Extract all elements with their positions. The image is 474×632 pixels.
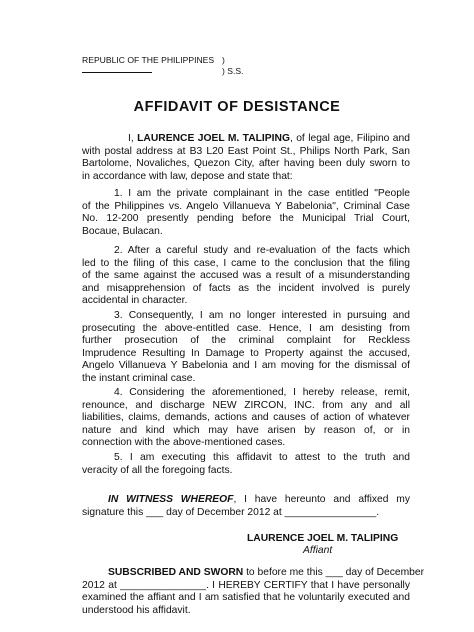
para2-line-2: led to the filing of this case, I came to the conclusion that the filing xyxy=(82,257,410,269)
jurat-line-1-rest: to before me this ___ day of December xyxy=(243,567,425,578)
affiant-role: Affiant xyxy=(303,545,333,556)
republic-label: REPUBLIC OF THE PHILIPPINES xyxy=(82,55,215,65)
paragraph-5 xyxy=(82,452,410,477)
para3-line-1: 3. Consequently, I am no longer interested in pursuing and xyxy=(114,310,410,321)
para2-line-5: accidental in character. xyxy=(82,295,188,307)
para1-line-1: 1. I am the private complainant in the case entitled "People xyxy=(114,188,410,199)
intro-line-2: with postal address at B3 L20 East Point St., Philips North Park, San xyxy=(82,145,410,157)
para1-line-4: Bocaue, Bulacan. xyxy=(82,225,163,237)
para4-line-5: connection with the above-mentioned cases. xyxy=(82,437,286,449)
witness-line-2: signature this ___ day of December 2012 at ________________. xyxy=(82,506,380,518)
intro-paragraph xyxy=(82,133,410,183)
venue-paren-top: ) xyxy=(222,55,225,65)
para4-line-1: 4. Considering the aforementioned, I hereby release, remit, xyxy=(114,387,410,398)
paragraph-3 xyxy=(82,310,410,386)
witness-paragraph xyxy=(82,494,410,519)
para5-line-1: 5. I am executing this affidavit to attest to the truth and xyxy=(114,452,410,463)
affiant-name: LAURENCE JOEL M. TALIPING xyxy=(247,533,399,544)
document-title: AFFIDAVIT OF DESISTANCE xyxy=(133,99,341,115)
para3-line-4: Imprudence Resulting In Damage to Property against the accused, xyxy=(82,347,410,359)
ss-label: ) S.S. xyxy=(222,66,244,76)
jurat-paragraph xyxy=(82,567,425,617)
paragraph-4 xyxy=(82,387,410,450)
para3-line-2: prosecuting the above-entitled case. Hence, I am desisting from xyxy=(82,322,410,334)
jurat-line-1 xyxy=(82,567,425,580)
para2-line-1: 2. After a careful study and re-evaluation of the facts which xyxy=(114,245,410,256)
witness-line-1-rest: , I have hereunto and affixed my xyxy=(233,494,410,505)
para1-line-3: No. 12-200 presently pending before the Municipal Trial Court, xyxy=(82,213,410,225)
para4-line-3: liabilities, claims, demands, actions and causes of action of whatever xyxy=(82,412,410,424)
jurat-line-2: 2012 at _______________. I HEREBY CERTIFY that I have personally xyxy=(82,579,410,591)
intro-line-1-text: I, LAURENCE JOEL M. TALIPING, of legal age, Filipino and xyxy=(128,133,410,144)
para2-line-4: and misapprehension of facts as the incident involved is purely xyxy=(82,282,410,294)
para3-line-6: the instant criminal case. xyxy=(82,372,196,384)
para5-line-2: veracity of all the foregoing facts. xyxy=(82,464,233,476)
paragraph-2 xyxy=(82,245,410,308)
republic-heading xyxy=(82,55,214,66)
para4-line-4: nature and kind which may have arisen by reason of, or in xyxy=(82,424,410,436)
para4-line-2: renounce, and discharge NEW ZIRCON, INC. from any and all xyxy=(82,399,410,411)
jurat-line-4: understood his affidavit. xyxy=(82,604,191,616)
para1-line-2: of the Philippines vs. Angelo Villanueva Y Babelonia", Criminal Case xyxy=(82,200,410,212)
intro-line-3: Bartolome, Novaliches, Quezon City, after having been duly sworn to xyxy=(82,158,410,170)
affiant-name-intro: LAURENCE JOEL M. TALIPING xyxy=(137,133,290,144)
para3-line-3: further prosecution of the criminal complaint for Reckless xyxy=(82,335,410,347)
venue-blank-line xyxy=(82,72,152,73)
witness-line-1 xyxy=(82,494,410,507)
intro-line-1 xyxy=(82,133,410,146)
jurat-lead: SUBSCRIBED AND SWORN xyxy=(108,567,244,578)
paragraph-1 xyxy=(82,188,410,238)
para3-line-5: Angelo Villanueva Y Babelonia and I am moving for the dismissal of xyxy=(82,360,410,372)
para2-line-3: of the same against the accused was a result of a misunderstanding xyxy=(82,270,410,282)
intro-line-4: in accordance with law, depose and state that: xyxy=(82,170,293,182)
jurat-line-3: examined the affiant and I am satisfied that he voluntarily executed and xyxy=(82,592,410,604)
witness-lead: IN WITNESS WHEREOF xyxy=(108,494,234,505)
